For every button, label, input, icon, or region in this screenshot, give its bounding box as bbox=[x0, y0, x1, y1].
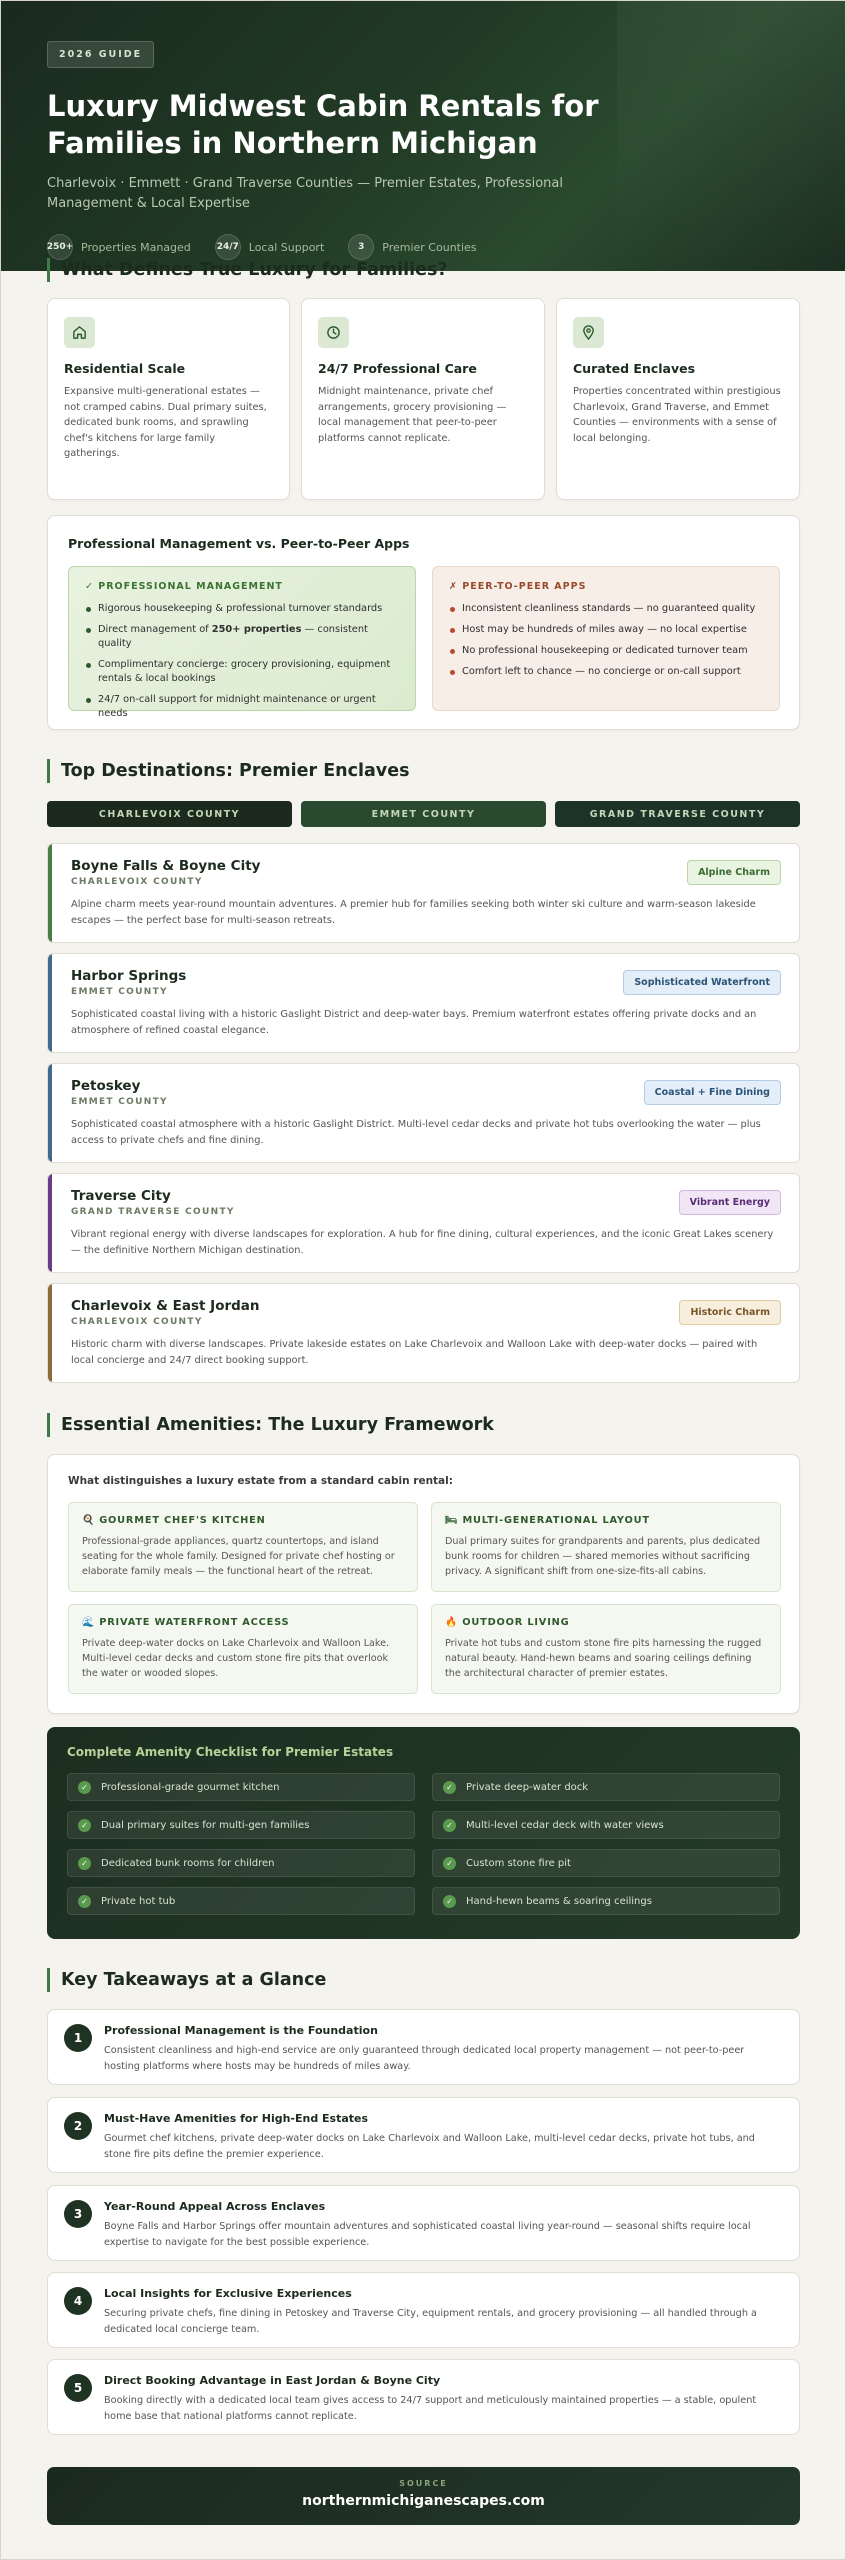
checklist-item: ✓ Hand-hewn beams & soaring ceilings bbox=[432, 1887, 780, 1915]
checklist-item: ✓ Multi-level cedar deck with water views bbox=[432, 1811, 780, 1839]
destination-county: CHARLEVOIX COUNTY bbox=[71, 1317, 203, 1327]
amenity-heading: 🌊 PRIVATE WATERFRONT ACCESS bbox=[82, 1617, 290, 1628]
check-icon: ✓ bbox=[78, 1857, 91, 1870]
checklist-title: Complete Amenity Checklist for Premier Estates bbox=[67, 1745, 394, 1759]
list-item: Comfort left to chance — no concierge or on-call support bbox=[449, 665, 763, 679]
checklist-item: ✓ Professional-grade gourmet kitchen bbox=[67, 1773, 415, 1801]
source-footer bbox=[47, 2467, 800, 2525]
amenity-checklist bbox=[47, 1727, 800, 1939]
amenity-heading: 🛏 MULTI-GENERATIONAL LAYOUT bbox=[445, 1515, 650, 1526]
destination-name: Boyne Falls & Boyne City bbox=[71, 858, 261, 874]
feature-text: Expansive multi-generational estates — not cramped cabins. Dual primary suites, dedicated bunk rooms, and sprawling chef's kitchens for large family gatherings. bbox=[64, 386, 267, 459]
feature-card-residential-scale bbox=[47, 298, 290, 500]
feature-title: Residential Scale bbox=[64, 361, 186, 376]
clock-icon bbox=[318, 317, 349, 348]
takeaway-title: Year-Round Appeal Across Enclaves bbox=[104, 2200, 326, 2213]
check-icon: ✓ bbox=[443, 1857, 456, 1870]
destination-text: Vibrant regional energy with diverse landscapes for exploration. A hub for fine dining, cultural experiences, and the iconic Great Lakes scenery — the definitive Northern Michigan destination. bbox=[71, 1229, 774, 1256]
takeaway-text: Gourmet chef kitchens, private deep-water docks on Lake Charlevoix and Walloon Lake, multi-level cedar decks, private hot tubs, and stone fire pits define the premier experience. bbox=[104, 2133, 755, 2160]
location-pin-icon bbox=[573, 317, 604, 348]
destination-county: EMMET COUNTY bbox=[71, 987, 168, 997]
amenity-gourmet-kitchen bbox=[68, 1502, 418, 1592]
takeaway-number: 5 bbox=[64, 2374, 92, 2402]
destination-name: Petoskey bbox=[71, 1078, 141, 1094]
check-icon: ✓ bbox=[78, 1781, 91, 1794]
takeaway-item bbox=[47, 2185, 800, 2261]
destination-text: Sophisticated coastal living with a historic Gaslight District and deep-water bays. Premium waterfront estates offering private docks and an atmosphere of refined coastal elegance. bbox=[71, 1009, 757, 1036]
destination-card-petoskey bbox=[47, 1063, 800, 1163]
destination-name: Traverse City bbox=[71, 1188, 171, 1204]
check-icon: ✓ bbox=[78, 1819, 91, 1832]
takeaway-item bbox=[47, 2097, 800, 2173]
stat-counties bbox=[348, 234, 476, 260]
feature-card-curated-enclaves bbox=[556, 298, 800, 500]
stat-label: Local Support bbox=[248, 240, 325, 254]
destination-name: Charlevoix & East Jordan bbox=[71, 1298, 260, 1314]
check-icon: ✓ bbox=[443, 1781, 456, 1794]
tab-charlevoix-county[interactable]: CHARLEVOIX COUNTY bbox=[47, 801, 292, 827]
destination-county: EMMET COUNTY bbox=[71, 1097, 168, 1107]
takeaway-item bbox=[47, 2009, 800, 2085]
destination-card-traverse-city bbox=[47, 1173, 800, 1273]
section-title-luxury: What Defines True Luxury for Families? bbox=[47, 258, 448, 282]
list-item: No professional housekeeping or dedicated turnover team bbox=[449, 644, 763, 658]
destination-tag: Coastal + Fine Dining bbox=[644, 1080, 781, 1105]
stat-number: 3 bbox=[348, 234, 374, 260]
checklist-item: ✓ Dedicated bunk rooms for children bbox=[67, 1849, 415, 1877]
amenity-waterfront bbox=[68, 1604, 418, 1694]
amenity-text: Private hot tubs and custom stone fire pits harnessing the rugged natural beauty. Hand-hewn beams and soaring ceilings defining the architectural character of premier estates. bbox=[445, 1638, 762, 1679]
takeaway-text: Securing private chefs, fine dining in Petoskey and Traverse City, equipment rentals, and grocery provisioning — all handled through a dedicated local concierge team. bbox=[104, 2308, 757, 2335]
feature-title: 24/7 Professional Care bbox=[318, 361, 477, 376]
checklist-item: ✓ Private deep-water dock bbox=[432, 1773, 780, 1801]
stat-label: Properties Managed bbox=[81, 240, 191, 254]
guide-badge: 2026 GUIDE bbox=[47, 41, 154, 68]
amenities-intro: What distinguishes a luxury estate from a standard cabin rental: bbox=[68, 1475, 453, 1487]
section-title-destinations: Top Destinations: Premier Enclaves bbox=[47, 759, 410, 783]
feature-title: Curated Enclaves bbox=[573, 361, 696, 376]
feature-text: Properties concentrated within prestigious Charlevoix, Grand Traverse, and Emmet Counties — environments with a sense of local belonging. bbox=[573, 386, 781, 444]
list-item: Inconsistent cleanliness standards — no guaranteed quality bbox=[449, 602, 763, 616]
tab-emmet-county[interactable]: EMMET COUNTY bbox=[301, 801, 546, 827]
takeaway-item bbox=[47, 2272, 800, 2348]
pro-list bbox=[85, 602, 399, 721]
source-label: SOURCE bbox=[399, 2479, 448, 2488]
destination-card-harbor-springs bbox=[47, 953, 800, 1053]
checklist-item: ✓ Custom stone fire pit bbox=[432, 1849, 780, 1877]
takeaway-item bbox=[47, 2359, 800, 2435]
amenity-heading: 🍳 GOURMET CHEF'S KITCHEN bbox=[82, 1515, 266, 1526]
amenity-text: Professional-grade appliances, quartz countertops, and island seating for the whole family. Designed for private chef hosting or elaborate family meals — the functional heart of the retreat. bbox=[82, 1536, 395, 1577]
destination-card-boyne bbox=[47, 843, 800, 943]
stat-label: Premier Counties bbox=[382, 240, 477, 254]
destination-tag: Sophisticated Waterfront bbox=[623, 970, 781, 995]
list-item: Rigorous housekeeping & professional turnover standards bbox=[85, 602, 399, 616]
stat-support bbox=[215, 234, 325, 260]
takeaway-text: Consistent cleanliness and high-end service are only guaranteed through dedicated local property management — not peer-to-peer hosting platforms where hosts may be hundreds of miles away. bbox=[104, 2045, 745, 2072]
destination-tag: Vibrant Energy bbox=[679, 1190, 781, 1215]
stat-number: 24/7 bbox=[215, 234, 241, 260]
check-icon: ✓ bbox=[443, 1819, 456, 1832]
amenity-multi-generational bbox=[431, 1502, 781, 1592]
peer-heading: ✗ PEER-TO-PEER APPS bbox=[449, 581, 587, 592]
check-icon: ✓ bbox=[78, 1895, 91, 1908]
amenity-heading: 🔥 OUTDOOR LIVING bbox=[445, 1617, 570, 1628]
takeaway-number: 2 bbox=[64, 2112, 92, 2140]
professional-management-box bbox=[68, 566, 416, 719]
feature-card-professional-care bbox=[301, 298, 545, 500]
amenities-card bbox=[47, 1454, 800, 1714]
stat-number: 250+ bbox=[47, 234, 73, 260]
destination-county: CHARLEVOIX COUNTY bbox=[71, 877, 203, 887]
source-link[interactable]: northernmichiganescapes.com bbox=[302, 2493, 545, 2509]
amenity-text: Private deep-water docks on Lake Charlevoix and Walloon Lake. Multi-level cedar decks and custom stone fire pits that overlook the water or wooded slopes. bbox=[82, 1638, 390, 1679]
takeaway-title: Direct Booking Advantage in East Jordan & Boyne City bbox=[104, 2374, 441, 2387]
list-item: Host may be hundreds of miles away — no local expertise bbox=[449, 623, 763, 637]
feature-text: Midnight maintenance, private chef arrangements, grocery provisioning — local management that peer-to-peer platforms cannot replicate. bbox=[318, 386, 507, 444]
pro-heading: ✓ PROFESSIONAL MANAGEMENT bbox=[85, 581, 283, 592]
takeaway-text: Booking directly with a dedicated local team gives access to 24/7 support and meticulously maintained properties — a stable, opulent home base that national platforms cannot replicate. bbox=[104, 2395, 757, 2422]
page-title: Luxury Midwest Cabin Rentals for Families in Northern Michigan bbox=[47, 89, 599, 160]
list-item: 24/7 on-call support for midnight maintenance or urgent needs bbox=[85, 693, 399, 721]
section-title-amenities: Essential Amenities: The Luxury Framework bbox=[47, 1413, 494, 1437]
destination-tag: Alpine Charm bbox=[687, 860, 781, 885]
amenity-outdoor-living bbox=[431, 1604, 781, 1694]
comparison-title: Professional Management vs. Peer-to-Peer Apps bbox=[68, 536, 410, 551]
takeaway-title: Local Insights for Exclusive Experiences bbox=[104, 2287, 352, 2300]
destination-text: Sophisticated coastal atmosphere with a historic Gaslight District. Multi-level cedar decks and private hot tubs overlooking the water — plus access to private chefs and fine dining. bbox=[71, 1119, 761, 1146]
checklist-item: ✓ Dual primary suites for multi-gen families bbox=[67, 1811, 415, 1839]
destination-county: GRAND TRAVERSE COUNTY bbox=[71, 1207, 235, 1217]
destination-text: Historic charm with diverse landscapes. Private lakeside estates on Lake Charlevoix and Walloon Lake with deep-water docks — paired with local concierge and 24/7 direct booking support. bbox=[71, 1339, 758, 1366]
list-item: Direct management of 250+ properties — consistent quality bbox=[85, 623, 399, 651]
takeaway-number: 1 bbox=[64, 2024, 92, 2052]
destination-tag: Historic Charm bbox=[679, 1300, 781, 1325]
takeaway-text: Boyne Falls and Harbor Springs offer mountain adventures and sophisticated coastal living year-round — seasonal shifts require local expertise to navigate for the best possible experience. bbox=[104, 2221, 751, 2248]
hero-stats bbox=[47, 234, 801, 260]
takeaway-title: Must-Have Amenities for High-End Estates bbox=[104, 2112, 369, 2125]
page-subtitle: Charlevoix · Emmett · Grand Traverse Counties — Premier Estates, Professional Management & Local Expertise bbox=[47, 176, 563, 211]
home-icon bbox=[64, 317, 95, 348]
destination-text: Alpine charm meets year-round mountain adventures. A premier hub for families seeking both winter ski culture and warm-season lakeside escapes — the perfect base for multi-season retreats. bbox=[71, 899, 756, 926]
amenity-text: Dual primary suites for grandparents and parents, plus dedicated bunk rooms for children — shared memories without sacrificing privacy. A significant shift from one-size-fits-all cabins. bbox=[445, 1536, 761, 1577]
peer-list bbox=[449, 602, 763, 679]
destination-card-charlevoix bbox=[47, 1283, 800, 1383]
destination-name: Harbor Springs bbox=[71, 968, 187, 984]
check-icon: ✓ bbox=[443, 1895, 456, 1908]
section-title-takeaways: Key Takeaways at a Glance bbox=[47, 1968, 326, 1992]
takeaway-number: 4 bbox=[64, 2287, 92, 2315]
stat-properties bbox=[47, 234, 191, 260]
takeaway-number: 3 bbox=[64, 2200, 92, 2228]
takeaway-title: Professional Management is the Foundation bbox=[104, 2024, 378, 2037]
checklist-item: ✓ Private hot tub bbox=[67, 1887, 415, 1915]
tab-grand-traverse-county[interactable]: GRAND TRAVERSE COUNTY bbox=[555, 801, 800, 827]
list-item: Complimentary concierge: grocery provisioning, equipment rentals & local bookings bbox=[85, 658, 399, 686]
comparison-card bbox=[47, 515, 800, 730]
peer-to-peer-box bbox=[432, 566, 780, 711]
county-tabs bbox=[47, 801, 800, 827]
hero-banner bbox=[1, 1, 846, 271]
